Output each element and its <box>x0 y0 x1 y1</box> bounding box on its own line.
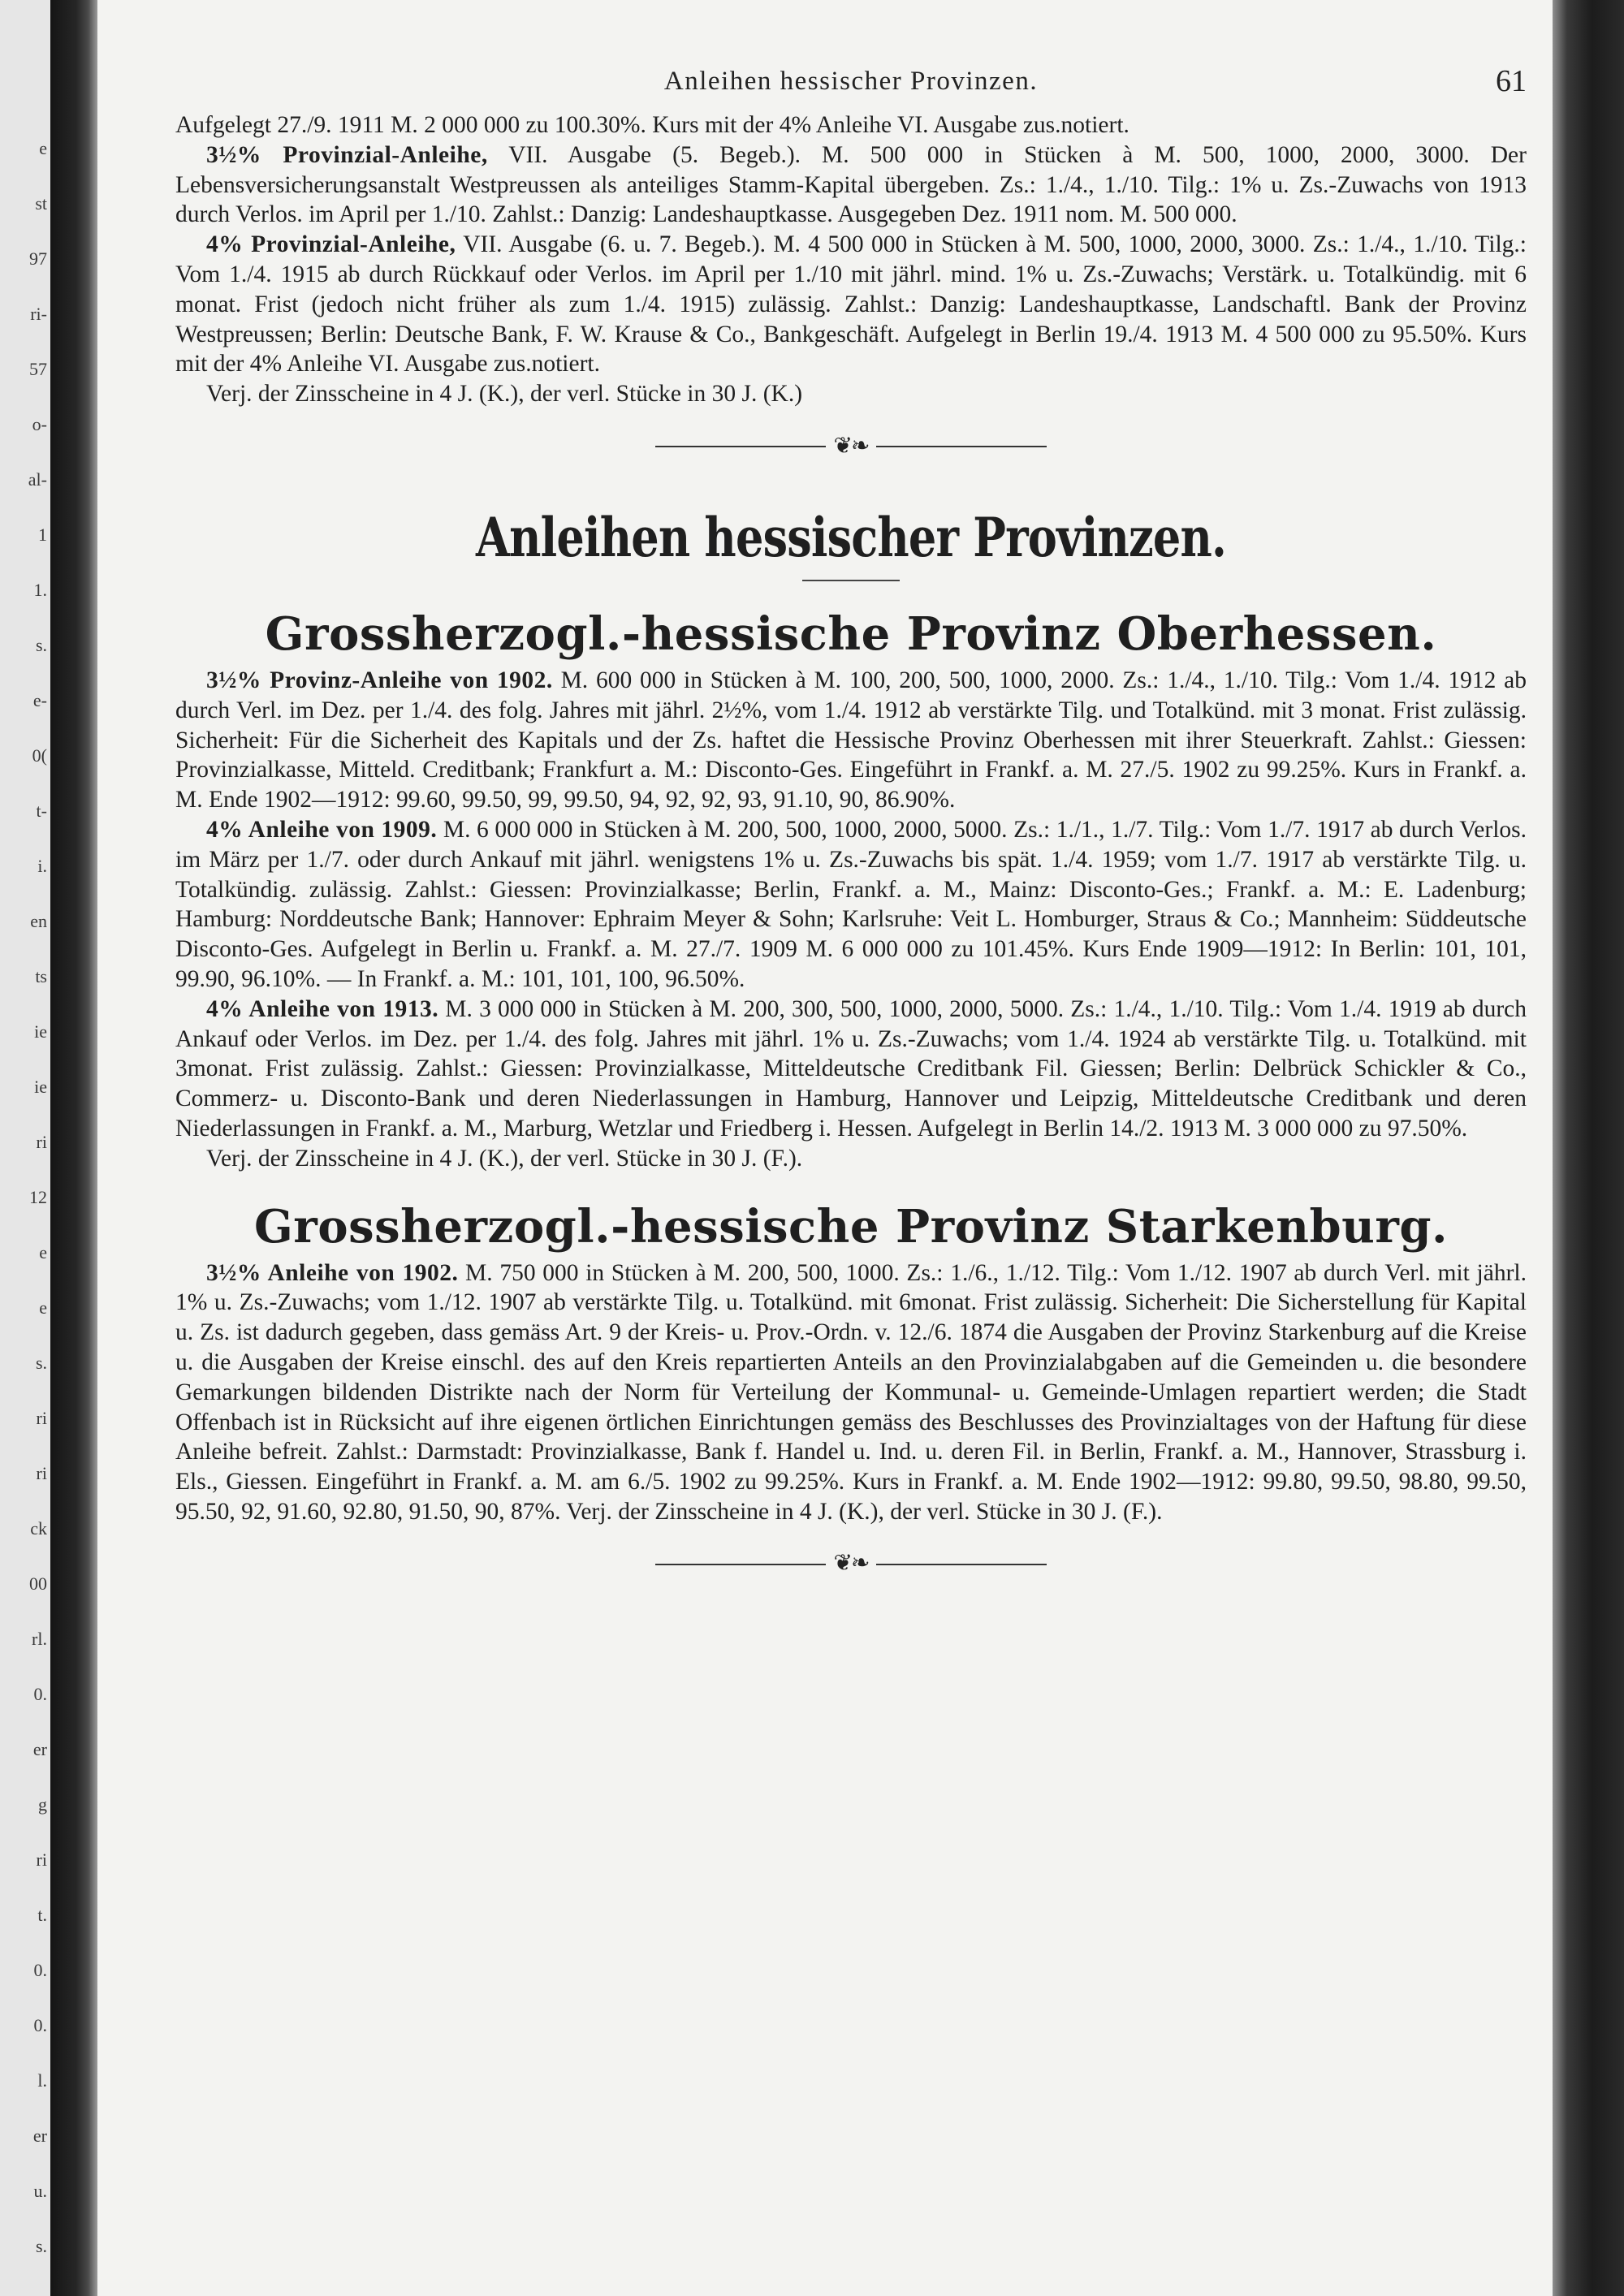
margin-fragment: ri <box>36 1132 47 1152</box>
margin-fragment: 0. <box>33 2015 47 2035</box>
margin-fragment: e <box>39 138 47 158</box>
margin-fragment: ri <box>36 1408 47 1428</box>
spacer <box>175 1174 1527 1198</box>
margin-fragment: t. <box>37 1905 47 1925</box>
section-title: Anleihen hessischer Provinzen. <box>475 505 1227 569</box>
margin-fragment: g <box>38 1794 47 1815</box>
loan-entry-lead: 4% Anleihe von 1913. <box>206 995 439 1022</box>
margin-fragment: i. <box>37 856 47 876</box>
margin-fragment: st <box>35 193 47 214</box>
margin-fragment: t- <box>36 801 47 821</box>
margin-fragment: 97 <box>29 248 47 269</box>
loan-entry-text: M. 750 000 in Stücken à M. 200, 500, 1000. Zs.: 1./6., 1./12. Tilg.: Vom 1./12. 1907 ab durch Verl. mit jährl. 1% u. Zs.-Zuwachs; vom 1./12. 1907 ab verstärkte Tilg. u. Totalkünd. mit 6monat. Frist zulässig. Sicherheit: Die Sicherstellung für Kapital u. Zs. ist dadurch gegeben, dass gemäss Art. 9 der Kreis- u. Prov.-Ordn. v. 12./6. 1874 die Ausgaben der Provinz Starkenburg auf die Kreise u. die Ausgaben der Kreise einschl. des auf den Kreis repartierten Anteils an den Provinzialabgaben auf die Gemeinden u. die besondere Gemarkungen bildenden Distrikte nach der Norm für Verteilung der Kommunal- u. Gemeinde-Umlagen repartiert werden; die Stadt Offenbach ist in Rücksicht auf ihre eigenen örtlichen Einrichtungen gemäss des Beschlusses des Provinzialtages von der Haftung für diese Anleihe befreit. Zahlst.: Darmstadt: Provinzialkasse, Bank f. Handel u. Ind. u. deren Fil. in Berlin, Frankf. a. M., Hannover, Strassburg i. Els., Giessen. Eingeführt in Frankf. a. M. am 6./5. 1902 zu 99.25%. Kurs in Frankf. a. M. Ende 1902—1912: 99.80, 99.50, 98.80, 99.50, 95.50, 92, 91.60, 92.80, 91.50, 90, 87%. Verj. der Zinsscheine in 4 J. (K.), der verl. Stücke in 30 J. (F.). <box>175 1259 1527 1525</box>
margin-fragment: ie <box>34 1077 47 1097</box>
divider-rule <box>655 446 826 447</box>
margin-fragment: s. <box>35 2236 47 2256</box>
loan-entry-lead: 4% Anleihe von 1909. <box>206 816 438 843</box>
facing-page-margin <box>0 0 50 2296</box>
margin-fragment: u. <box>33 2181 47 2201</box>
margin-fragment: al- <box>28 469 47 490</box>
margin-fragment: er <box>32 2126 47 2146</box>
margin-fragment: 1. <box>33 580 47 600</box>
preceding-line: Aufgelegt 27./9. 1911 M. 2 000 000 zu 100.30%. Kurs mit der 4% Anleihe VI. Ausgabe zus.notiert. <box>175 112 1129 138</box>
margin-fragment: s. <box>35 635 47 655</box>
margin-fragment: 0. <box>33 1684 47 1704</box>
margin-fragment: o- <box>32 414 47 434</box>
section-divider <box>175 427 1527 466</box>
margin-fragment: ri- <box>30 304 47 324</box>
section-divider <box>175 1545 1527 1584</box>
verjaehrung-note: Verj. der Zinsscheine in 4 J. (K.), der verl. Stücke in 30 J. (F.). <box>206 1145 803 1172</box>
page-number: 61 <box>1496 64 1527 98</box>
margin-fragment: en <box>30 911 47 931</box>
margin-fragment: ie <box>34 1021 47 1042</box>
margin-fragment: 0( <box>32 745 47 766</box>
loan-entry <box>175 666 1527 815</box>
divider-rule <box>876 446 1047 447</box>
loan-entry <box>175 230 1527 379</box>
loan-entry-lead: 4% Provinzial-Anleihe, <box>206 231 456 258</box>
fleuron-icon: ❦❧ <box>833 1551 869 1577</box>
book-edge-right <box>1553 0 1624 2296</box>
loan-entry-text: M. 600 000 in Stücken à M. 100, 200, 500, 1000, 2000. Zs.: 1./4., 1./10. Tilg.: Vom 1./4. 1912 ab durch Verl. im Dez. per 1./4. des folg. Jahres mit jährl. 2½%, vom 1./4. 1912 ab verstärkte Tilg. und Totalkünd. mit 3 monat. Frist zulässig. Sicherheit: Für die Sicherheit des Kapitals und der Zs. haftet die Hessische Provinz Oberhessen mit ihrer Steuerkraft. Zahlst.: Giessen: Provinzialkasse, Mitteld. Creditbank; Frankfurt a. M.: Disconto-Ges. Eingeführt in Frankf. a. M. 27./5. 1902 zu 99.25%. Kurs in Frankf. a. M. Ende 1902—1912: 99.60, 99.50, 99, 99.50, 94, 92, 92, 93, 91.10, 90, 86.90%. <box>175 667 1527 814</box>
loan-entry <box>175 995 1527 1144</box>
title-rule <box>802 580 900 581</box>
margin-fragment: ts <box>35 966 47 986</box>
loan-entry <box>175 815 1527 995</box>
loan-entry <box>175 140 1527 230</box>
book-gutter-left <box>50 0 97 2296</box>
divider-rule <box>876 1564 1047 1565</box>
margin-fragment: e <box>39 1242 47 1262</box>
verjaehrung-note: Verj. der Zinsscheine in 4 J. (K.), der verl. Stücke in 30 J. (K.) <box>206 381 803 408</box>
loan-entry-lead: 3½% Provinzial-Anleihe, <box>206 141 488 168</box>
margin-fragment: 00 <box>29 1573 47 1594</box>
margin-fragment: s. <box>35 1353 47 1373</box>
margin-fragment: 12 <box>29 1187 47 1207</box>
province-title-oberhessen: Grossherzogl.-hessische Provinz Oberhessen. <box>265 606 1437 661</box>
running-title: Anleihen hessischer Provinzen. <box>663 67 1039 96</box>
margin-fragment: l. <box>37 2070 47 2091</box>
loan-entry-text: VII. Ausgabe (5. Begeb.). M. 500 000 in Stücken à M. 500, 1000, 2000, 3000. Der Lebensversicherungsanstalt Westpreussen als anteiliges Stamm-Kapital übergeben. Zs.: 1./4., 1./10. Tilg.: 1% u. Zs.-Zuwachs von 1913 durch Verlos. im April per 1./10. Zahlst.: Danzig: Landeshauptkasse. Ausgegeben Dez. 1911 nom. M. 500 000. <box>175 141 1527 228</box>
margin-fragment: rl. <box>32 1629 47 1649</box>
margin-fragment: 1 <box>38 524 47 545</box>
margin-fragment: ri <box>36 1463 47 1483</box>
loan-entry-lead: 3½% Anleihe von 1902. <box>206 1259 459 1286</box>
running-head <box>175 64 1527 110</box>
loan-entry-lead: 3½% Provinz-Anleihe von 1902. <box>206 667 553 693</box>
loan-entry-text: M. 6 000 000 in Stücken à M. 200, 500, 1000, 2000, 5000. Zs.: 1./1., 1./7. Tilg.: Vom 1./7. 1917 ab durch Verlos. im März per 1./7. oder durch Ankauf mit jährl. wenigstens 1% u. Zs.-Zuwachs bis spät. 1./4. 1959; vom 1./7. 1917 ab verstärkte Tilg. u. Totalkündig. zulässig. Zahlst.: Giessen: Provinzialkasse; Berlin, Frankf. a. M., Mainz: Disconto-Ges.; Frankf. a. M.: E. Ladenburg; Hamburg: Norddeutsche Bank; Hannover: Ephraim Meyer & Sohn; Karlsruhe: Veit L. Homburger, Straus & Co.; Mannheim: Süddeutsche Disconto-Ges. Aufgelegt in Berlin u. Frankf. a. M. 27./7. 1909 M. 6 000 000 zu 101.45%. Kurs Ende 1909—1912: In Berlin: 101, 101, 99.90, 96.10%. — In Frankf. a. M.: 101, 101, 100, 96.50%. <box>175 816 1527 992</box>
document-page <box>97 0 1553 2296</box>
margin-fragment: ck <box>30 1518 47 1539</box>
margin-fragment: ri <box>36 1849 47 1870</box>
loan-entry <box>175 1258 1527 1527</box>
margin-fragment: 0. <box>33 1960 47 1980</box>
margin-fragment: er <box>32 1739 47 1759</box>
fleuron-icon: ❦❧ <box>833 433 869 459</box>
loan-entry-text: VII. Ausgabe (6. u. 7. Begeb.). M. 4 500 000 in Stücken à M. 500, 1000, 2000, 3000. Zs.: 1./4., 1./10. Tilg.: Vom 1./4. 1915 ab durch Rückkauf oder Verlos. im April per 1./10 mit jährl. mind. 1% u. Zs.-Zuwachs; Verstärk. u. Totalkündig. mit 6 monat. Frist (jedoch nicht früher als zum 1./4. 1915) zulässig. Zahlst.: Danzig: Landeshauptkasse, Landschaftl. Bank der Provinz Westpreussen; Berlin: Deutsche Bank, F. W. Krause & Co., Bankgeschäft. Aufgelegt in Berlin 19./4. 1913 M. 4 500 000 zu 95.50%. Kurs mit der 4% Anleihe VI. Ausgabe zus.notiert. <box>175 231 1527 378</box>
loan-entry-text: M. 3 000 000 in Stücken à M. 200, 300, 500, 1000, 2000, 5000. Zs.: 1./4., 1./10. Tilg.: Vom 1./4. 1919 ab durch Ankauf oder Verlos. im Dez. per 1./4. des folg. Jahres mit jährl. 1% u. Zs.-Zuwachs; vom 1./4. 1924 ab verstärkte Tilg. u. Totalkünd. mit 3monat. Frist zulässig. Zahlst.: Giessen: Provinzialkasse, Mitteldeutsche Creditbank Fil. Giessen; Berlin: Delbrück Schickler & Co., Commerz- u. Disconto-Bank und deren Niederlassungen in Hamburg, Hannover und Leipzig, Mitteldeutsche Creditbank und deren Niederlassungen in Frankf. a. M., Marburg, Wetzlar und Friedberg i. Hessen. Aufgelegt in Berlin 14./2. 1913 M. 3 000 000 zu 97.50%. <box>175 995 1527 1142</box>
divider-rule <box>655 1564 826 1565</box>
margin-fragment: 57 <box>29 359 47 379</box>
province-title-starkenburg: Grossherzogl.-hessische Provinz Starkenburg. <box>253 1199 1449 1254</box>
margin-fragment: e- <box>32 690 47 710</box>
margin-fragment: e <box>39 1297 47 1318</box>
page-content <box>175 64 1527 1623</box>
